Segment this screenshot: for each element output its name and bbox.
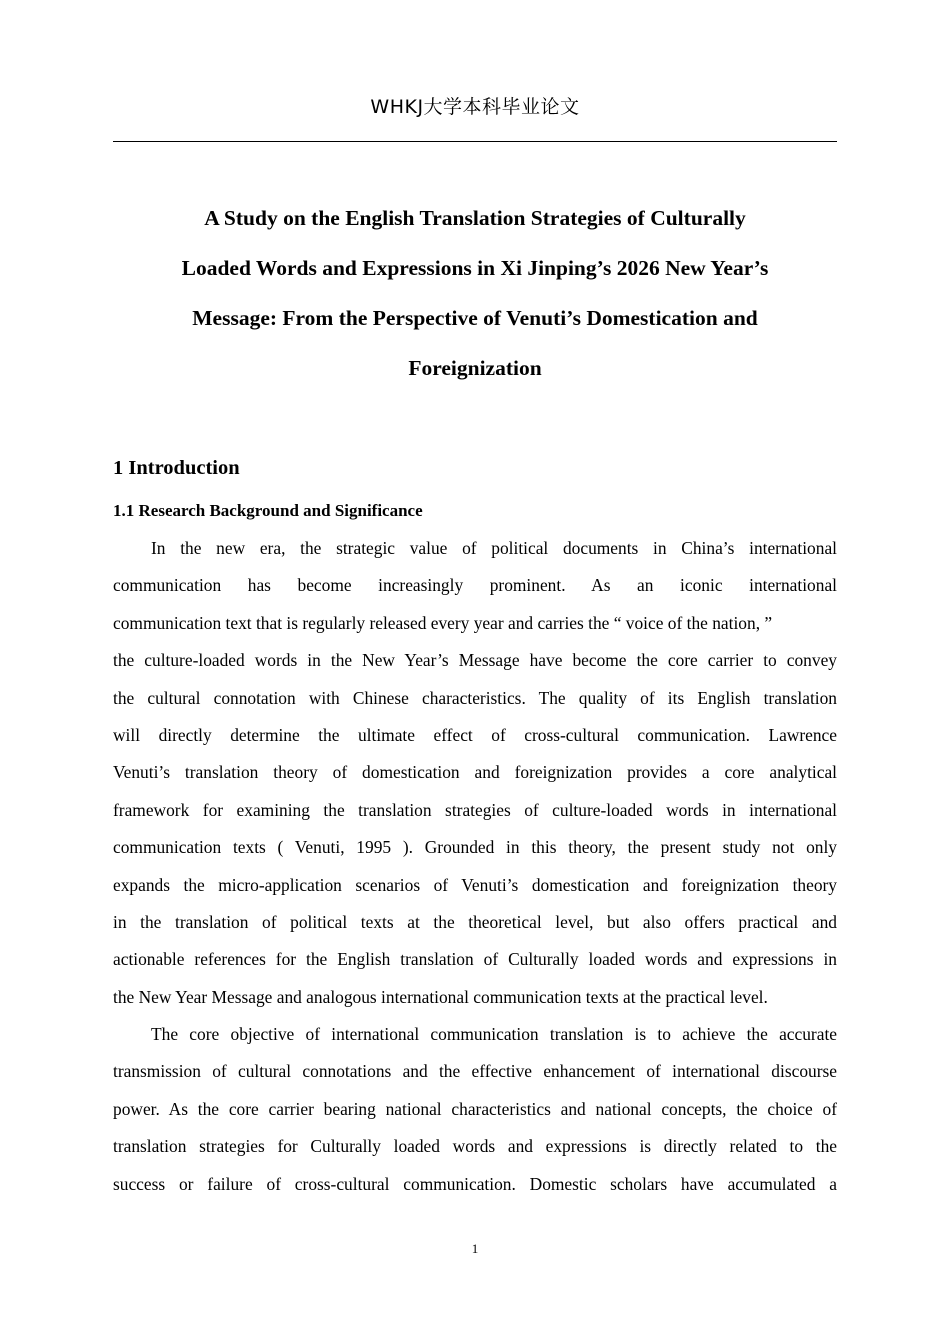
- title-line: A Study on the English Translation Strategies of Culturally: [204, 206, 746, 230]
- text-line: framework for examining the translation strategies of culture-loaded words in international: [113, 799, 837, 820]
- text-line: will directly determine the ultimate effect of cross-cultural communication. Lawrence: [113, 724, 837, 745]
- text-line: in the translation of political texts at the theoretical level, but also offers practical and: [113, 911, 837, 932]
- text-line: translation strategies for Culturally loaded words and expressions is directly related to the: [113, 1136, 837, 1157]
- text-line: the culture-loaded words in the New Year’s Message have become the core carrier to convey: [113, 650, 837, 671]
- text-line: communication has become increasingly prominent. As an iconic international: [113, 575, 837, 596]
- paragraph-1: [113, 530, 837, 1016]
- text-line: In the new era, the strategic value of political documents in China’s international: [151, 538, 837, 558]
- header-rule: [113, 141, 837, 142]
- section-heading-introduction: 1 Introduction: [113, 457, 240, 479]
- body-text: [113, 530, 837, 1203]
- text-line: communication texts ( Venuti, 1995 ). Grounded in this theory, the present study not only: [113, 837, 837, 858]
- text-line: expands the micro-application scenarios of Venuti’s domestication and foreignization theory: [113, 874, 837, 895]
- text-line: The core objective of international communication translation is to achieve the accurate: [151, 1024, 837, 1045]
- text-line: power. As the core carrier bearing national characteristics and national concepts, the choice of: [113, 1098, 837, 1119]
- title-line: Loaded Words and Expressions in Xi Jinping’s 2026 New Year’s: [181, 256, 769, 280]
- page-number: 1: [471, 1241, 479, 1256]
- title-line: Foreignization: [408, 356, 542, 380]
- running-header: WHKJ大学本科毕业论文: [370, 96, 580, 118]
- title-line: Message: From the Perspective of Venuti’s Domestication and: [192, 306, 758, 330]
- thesis-title: [113, 193, 837, 393]
- text-line: success or failure of cross-cultural communication. Domestic scholars have accumulated a: [113, 1173, 837, 1194]
- text-line: the New Year Message and analogous international communication texts at the practical level.: [113, 986, 768, 1007]
- paragraph-2: [113, 1016, 837, 1203]
- subsection-heading-background: 1.1 Research Background and Significance: [113, 501, 423, 520]
- text-line: transmission of cultural connotations and the effective enhancement of international discourse: [113, 1061, 837, 1082]
- text-line: actionable references for the English translation of Culturally loaded words and expressions in: [113, 949, 837, 970]
- text-line: the cultural connotation with Chinese characteristics. The quality of its English translation: [113, 687, 837, 708]
- text-line: communication text that is regularly released every year and carries the “ voice of the nation, ”: [113, 612, 773, 633]
- text-line: Venuti’s translation theory of domestication and foreignization provides a core analytical: [113, 762, 837, 783]
